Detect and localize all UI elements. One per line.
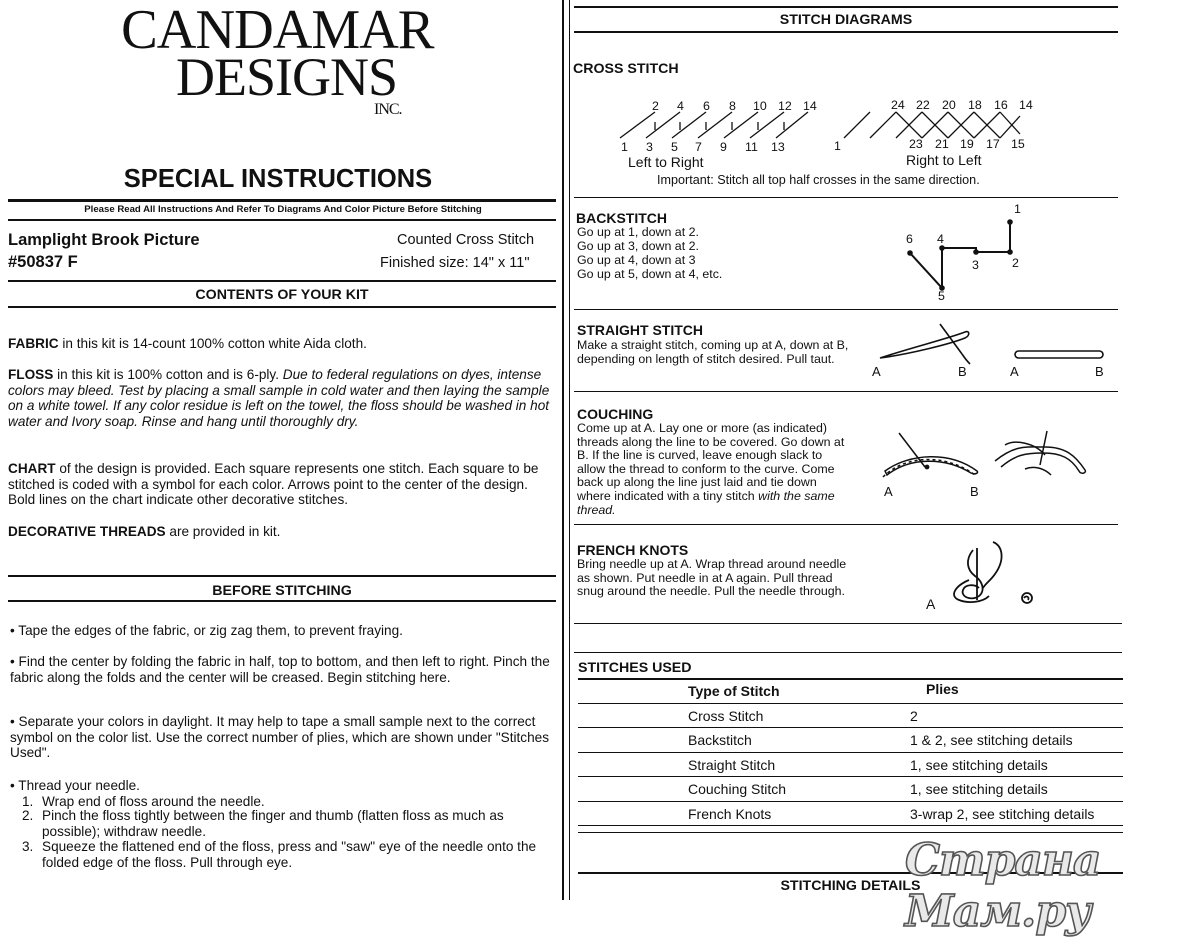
stitching-details-heading: STITCHING DETAILS <box>780 878 921 894</box>
straight-b2-label: B <box>1095 364 1104 379</box>
table-row <box>578 753 1123 778</box>
fabric-paragraph <box>8 336 556 352</box>
backstitch-num-2: 2 <box>1012 256 1019 270</box>
couching-text <box>577 422 853 517</box>
product-number: #50837 F <box>8 253 78 271</box>
stitch-type: Backstitch <box>688 732 752 748</box>
cross-right-top-24: 24 <box>891 98 905 112</box>
deco-label: DECORATIVE THREADS <box>8 524 166 539</box>
french-rule <box>574 623 1122 624</box>
table-row <box>578 704 1123 729</box>
diagrams-heading: STITCH DIAGRAMS <box>779 12 913 28</box>
stitch-plies: 2 <box>910 707 918 724</box>
cross-stitch-title: CROSS STITCH <box>573 61 679 77</box>
fabric-text: in this kit is 14-count 100% cotton white Aida cloth. <box>58 336 367 351</box>
cross-left-bottom-9: 9 <box>720 140 727 154</box>
couching-italic: with the same thread. <box>577 488 835 517</box>
stitch-plies: 3-wrap 2, see stitching details <box>910 805 1095 822</box>
logo-line-2: DESIGNS <box>176 47 398 107</box>
product-name: Lamplight Brook Picture <box>8 231 200 249</box>
stitches-used-heading: STITCHES USED <box>578 660 692 676</box>
stitch-type: Straight Stitch <box>688 756 776 773</box>
before-rule-top <box>8 575 556 577</box>
chart-paragraph <box>8 461 556 508</box>
product-type: Counted Cross Stitch <box>397 232 535 248</box>
cross-right-bottom-15: 15 <box>1011 137 1025 151</box>
backstitch-line-3: Go up at 4, down at 3 <box>577 253 696 267</box>
couching-b-label: B <box>970 484 979 499</box>
cross-right-bottom-17: 17 <box>986 137 1000 151</box>
chart-label: CHART <box>8 461 56 476</box>
backstitch-rule <box>574 309 1118 310</box>
backstitch-line-4: Go up at 5, down at 4, etc. <box>577 267 723 281</box>
straight-stitch-text: Make a straight stitch, coming up at A, down at B, depending on length of stitch desired. Pull taut. <box>577 338 849 366</box>
deco-paragraph <box>8 524 556 540</box>
couching-body: Come up at A. Lay one or more (as indicated) threads along the line to be covered. Go down at B. If the line is curved, leave enough slack to allow the thread to conform to the curve. Come back up along the line just laid and tie down where indicated with a tiny stitch <box>577 421 845 503</box>
straight-a2-label: A <box>1010 364 1019 379</box>
table-row <box>578 777 1123 802</box>
fabric-label: FABRIC <box>8 336 59 351</box>
before-rule-bottom <box>8 600 556 602</box>
french-rule-2 <box>574 652 1122 653</box>
column-divider <box>562 0 564 900</box>
french-a-label: A <box>926 596 936 612</box>
bullet-colors: • Separate your colors in daylight. It may help to tape a small sample next to the correct symbol on the color list. Use the correct number of plies, which are shown under "Stitches Used". <box>10 714 550 760</box>
floss-paragraph <box>8 367 556 429</box>
step-3-text: Squeeze the flattened end of the floss, press and "saw" eye of the needle onto the folded edge of the floss. Pull through eye. <box>42 839 537 870</box>
col-plies-header: Plies <box>926 681 959 697</box>
couching-title: COUCHING <box>577 406 654 422</box>
couching-diagram <box>875 425 1105 495</box>
cross-right-bottom-19: 19 <box>960 137 974 151</box>
logo-line-1: CANDAMAR <box>121 0 434 61</box>
watermark-logo: Страна Мам.ру <box>905 835 1101 937</box>
step-2-number: 2. <box>22 808 34 823</box>
cross-right-top-18: 18 <box>968 98 982 112</box>
cross-left-top-10: 10 <box>753 99 767 113</box>
page-title: SPECIAL INSTRUCTIONS <box>123 165 433 193</box>
cross-right-top-16: 16 <box>994 98 1008 112</box>
backstitch-num-5: 5 <box>938 289 945 303</box>
cross-left-top-8: 8 <box>729 99 736 113</box>
column-divider-inner <box>569 0 570 900</box>
table-row <box>578 802 1123 827</box>
left-to-right-caption: Left to Right <box>628 154 704 170</box>
table-header-row <box>578 679 1123 704</box>
straight-rule <box>574 391 1118 392</box>
straight-stitch-diagram <box>870 318 1110 368</box>
stitch-type: Cross Stitch <box>688 707 764 724</box>
backstitch-num-6: 6 <box>906 232 913 246</box>
cross-right-bottom-21: 21 <box>935 137 949 151</box>
cross-left-bottom-3: 3 <box>646 140 653 154</box>
contents-heading: CONTENTS OF YOUR KIT <box>195 287 369 303</box>
cross-left-bottom-5: 5 <box>671 140 678 154</box>
deco-text: are provided in kit. <box>165 524 281 539</box>
floss-label: FLOSS <box>8 367 54 382</box>
french-knots-title: FRENCH KNOTS <box>577 542 689 558</box>
cross-right-top-22: 22 <box>916 98 930 112</box>
french-knots-diagram <box>935 540 1045 610</box>
subtitle-rule <box>8 219 556 221</box>
cross-left-top-6: 6 <box>703 99 710 113</box>
finished-size: Finished size: 14" x 11" <box>380 255 530 271</box>
straight-b-label: B <box>958 364 967 379</box>
diagrams-rule-top <box>574 6 1118 8</box>
bullet-thread: • Thread your needle. <box>10 778 140 793</box>
cross-rule <box>574 197 1118 198</box>
backstitch-line-1: Go up at 1, down at 2. <box>577 225 699 239</box>
backstitch-num-4: 4 <box>937 232 944 246</box>
french-knots-text: Bring needle up at A. Wrap thread around needle as shown. Put needle in at A again. Pull thread snug around the needle. Pull the needle through. <box>577 557 847 599</box>
title-rule <box>8 199 556 202</box>
couching-a-label: A <box>884 484 893 499</box>
floss-text: in this kit is 100% cotton and is 6-ply. <box>53 367 283 382</box>
cross-right-bottom-23: 23 <box>909 137 923 151</box>
contents-rule-top <box>8 280 556 282</box>
cross-important-note: Important: Stitch all top half crosses in the same direction. <box>657 173 980 187</box>
step-3-number: 3. <box>22 839 34 854</box>
backstitch-num-1: 1 <box>1014 202 1021 216</box>
stitch-plies: 1 & 2, see stitching details <box>910 732 1073 748</box>
backstitch-title: BACKSTITCH <box>576 210 667 226</box>
stitch-plies: 1, see stitching details <box>910 756 1048 773</box>
cross-right-bottom-1: 1 <box>834 139 841 153</box>
cross-left-bottom-13: 13 <box>771 140 785 154</box>
cross-left-bottom-11: 11 <box>745 140 758 154</box>
chart-text: of the design is provided. Each square represents one stitch. Each square to be stitched is coded with a symbol for each color. Arrows point to the center of the design. Bold lines on the chart indicate other decorative stitches. <box>8 461 539 507</box>
before-heading: BEFORE STITCHING <box>212 583 352 599</box>
step-1-text: Wrap end of floss around the needle. <box>42 794 265 809</box>
col-type-header: Type of Stitch <box>688 683 780 699</box>
cross-left-top-14: 14 <box>803 99 817 113</box>
backstitch-diagram <box>890 200 1030 305</box>
stitch-type: Couching Stitch <box>688 781 787 797</box>
stitch-type: French Knots <box>688 805 772 822</box>
table-row <box>578 728 1123 753</box>
logo-line-3: INC. <box>374 101 402 118</box>
stitches-table <box>578 679 1123 826</box>
cross-right-top-14: 14 <box>1019 98 1033 112</box>
right-to-left-caption: Right to Left <box>906 152 982 168</box>
cross-left-bottom-7: 7 <box>695 140 702 154</box>
cross-left-top-12: 12 <box>778 99 792 113</box>
bullet-center: • Find the center by folding the fabric in half, top to bottom, and then left to right. Pinch the fabric along the folds and the center will be creased. Begin stitching here. <box>10 654 550 685</box>
company-logo <box>118 0 434 122</box>
backstitch-num-3: 3 <box>972 258 979 272</box>
floss-warning: Due to federal regulations on dyes, intense colors may bleed. Test by placing a small sample in cold water and then laying the sample on a white towel. If any color residue is left on the towel, the floss should be washed in hot water and Ivory soap. Rinse and hang until thoroughly dry. <box>8 367 550 429</box>
page-subtitle: Please Read All Instructions And Refer To Diagrams And Color Picture Before Stitching <box>84 204 482 215</box>
bullet-tape: • Tape the edges of the fabric, or zig zag them, to prevent fraying. <box>10 623 403 638</box>
diagrams-rule-bottom <box>574 31 1118 33</box>
cross-left-bottom-1: 1 <box>621 140 628 154</box>
straight-a-label: A <box>872 364 881 379</box>
straight-stitch-title: STRAIGHT STITCH <box>577 322 703 338</box>
step-1-number: 1. <box>22 794 34 809</box>
couching-rule <box>574 524 1118 525</box>
step-2-text: Pinch the floss tightly between the finger and thumb (flatten floss as much as possible); withdraw needle. <box>42 808 504 839</box>
backstitch-line-2: Go up at 3, down at 2. <box>577 239 699 253</box>
cross-right-top-20: 20 <box>942 98 956 112</box>
stitch-plies: 1, see stitching details <box>910 781 1048 797</box>
cross-left-top-2: 2 <box>652 99 659 113</box>
table-bottom-rule <box>578 832 1123 833</box>
cross-left-top-4: 4 <box>677 99 684 113</box>
contents-rule-bottom <box>8 306 556 308</box>
